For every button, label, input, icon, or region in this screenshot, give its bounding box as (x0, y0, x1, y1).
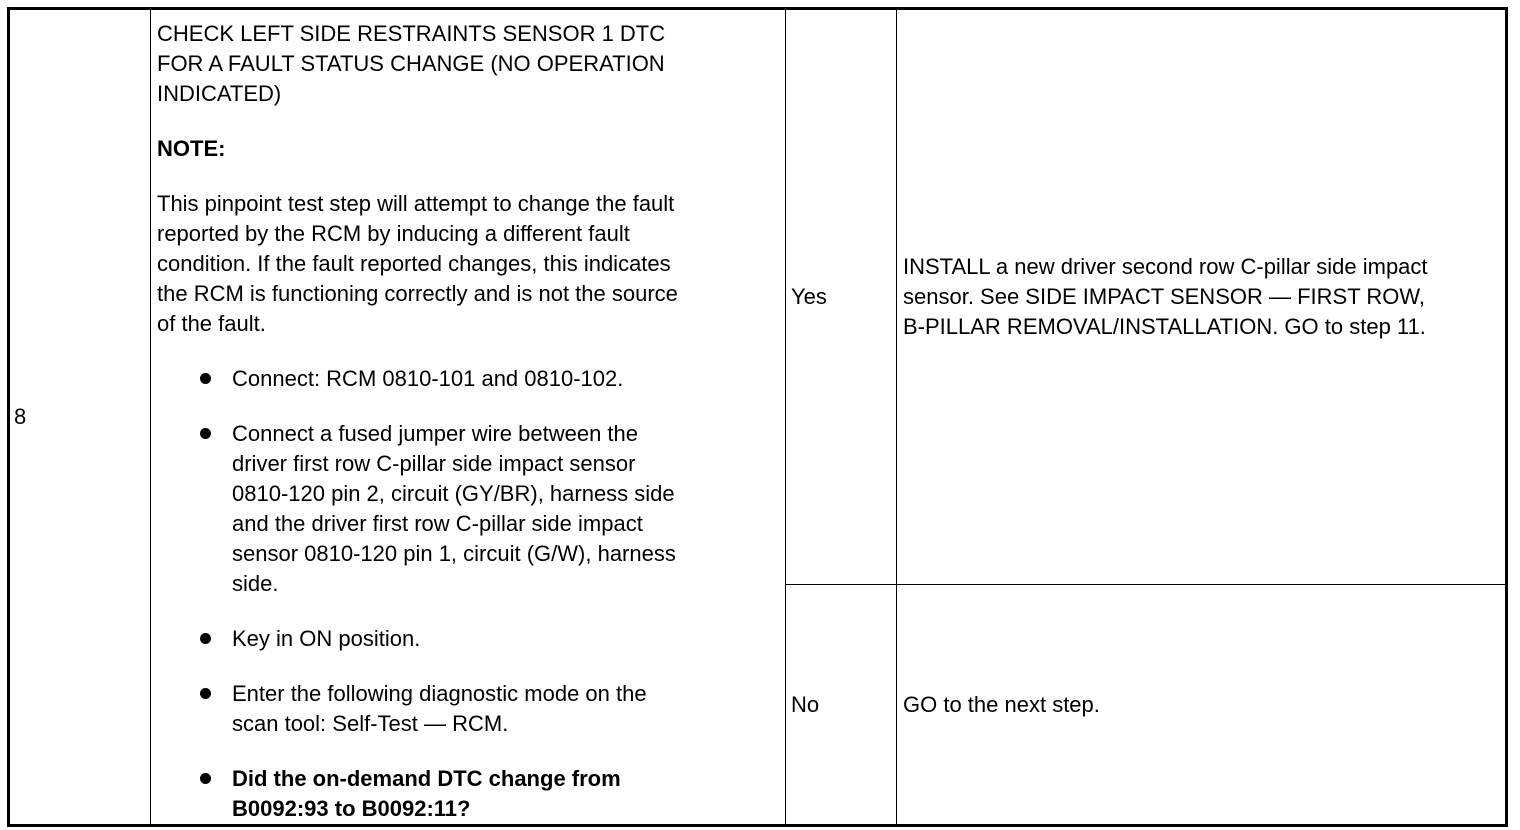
step-number-cell (9, 9, 151, 826)
bullet-icon (200, 373, 211, 384)
bullet-icon (200, 773, 211, 784)
bullet-icon (200, 428, 211, 439)
test-question (232, 764, 777, 824)
test-step-action-cell (151, 9, 786, 826)
result-yes-label: Yes (791, 284, 827, 310)
result-no-action-line: GO to the next step. (903, 691, 1100, 717)
test-step-title (157, 19, 777, 109)
list-item-line: and the driver first row C-pillar side impact (232, 511, 643, 536)
question-line: Did the on-demand DTC change from (232, 766, 621, 791)
pinpoint-test-table (7, 7, 1508, 827)
result-yes-action-line: sensor. See SIDE IMPACT SENSOR — FIRST ROW, (903, 284, 1426, 310)
step-number: 8 (14, 404, 27, 429)
list-item-line: sensor 0810-120 pin 1, circuit (G/W), harness (232, 541, 676, 566)
result-no-cell (786, 585, 897, 826)
result-no-label: No (791, 691, 820, 717)
result-yes-action-line: INSTALL a new driver second row C-pillar side impact (903, 254, 1428, 280)
note-label: NOTE: (157, 136, 226, 161)
note-line: the RCM is functioning correctly and is not the source (157, 281, 678, 306)
list-item-line: Connect a fused jumper wire between the (232, 421, 639, 446)
result-no-action-cell (897, 585, 1507, 826)
list-item-line: driver first row C-pillar side impact sensor (232, 451, 636, 476)
list-item (232, 364, 777, 394)
list-item-line: 0810-120 pin 2, circuit (GY/BR), harness side (232, 481, 675, 506)
title-line: INDICATED) (157, 81, 282, 106)
table-row (9, 9, 1507, 585)
note-line: reported by the RCM by inducing a different fault (157, 221, 630, 246)
list-item (232, 419, 777, 599)
list-item-line: side. (232, 571, 279, 596)
note-line: This pinpoint test step will attempt to change the fault (157, 191, 675, 216)
list-item-line: Enter the following diagnostic mode on the (232, 681, 647, 706)
list-item-line: Key in ON position. (232, 626, 421, 651)
title-line: FOR A FAULT STATUS CHANGE (NO OPERATION (157, 51, 665, 76)
result-yes-cell (786, 9, 897, 585)
result-yes-action-line: B-PILLAR REMOVAL/INSTALLATION. GO to step 11. (903, 314, 1426, 340)
list-item-line: scan tool: Self-Test — RCM. (232, 711, 509, 736)
result-yes-action-cell (897, 9, 1507, 585)
list-item (232, 679, 777, 739)
note-line: of the fault. (157, 311, 266, 336)
note-line: condition. If the fault reported changes, this indicates (157, 251, 671, 276)
question-line: B0092:93 to B0092:11? (232, 796, 471, 821)
procedure-list (157, 364, 777, 824)
note-text (157, 189, 777, 339)
list-item-line: Connect: RCM 0810-101 and 0810-102. (232, 366, 624, 391)
bullet-icon (200, 633, 211, 644)
list-item (232, 624, 777, 654)
bullet-icon (200, 688, 211, 699)
title-line: CHECK LEFT SIDE RESTRAINTS SENSOR 1 DTC (157, 21, 666, 46)
